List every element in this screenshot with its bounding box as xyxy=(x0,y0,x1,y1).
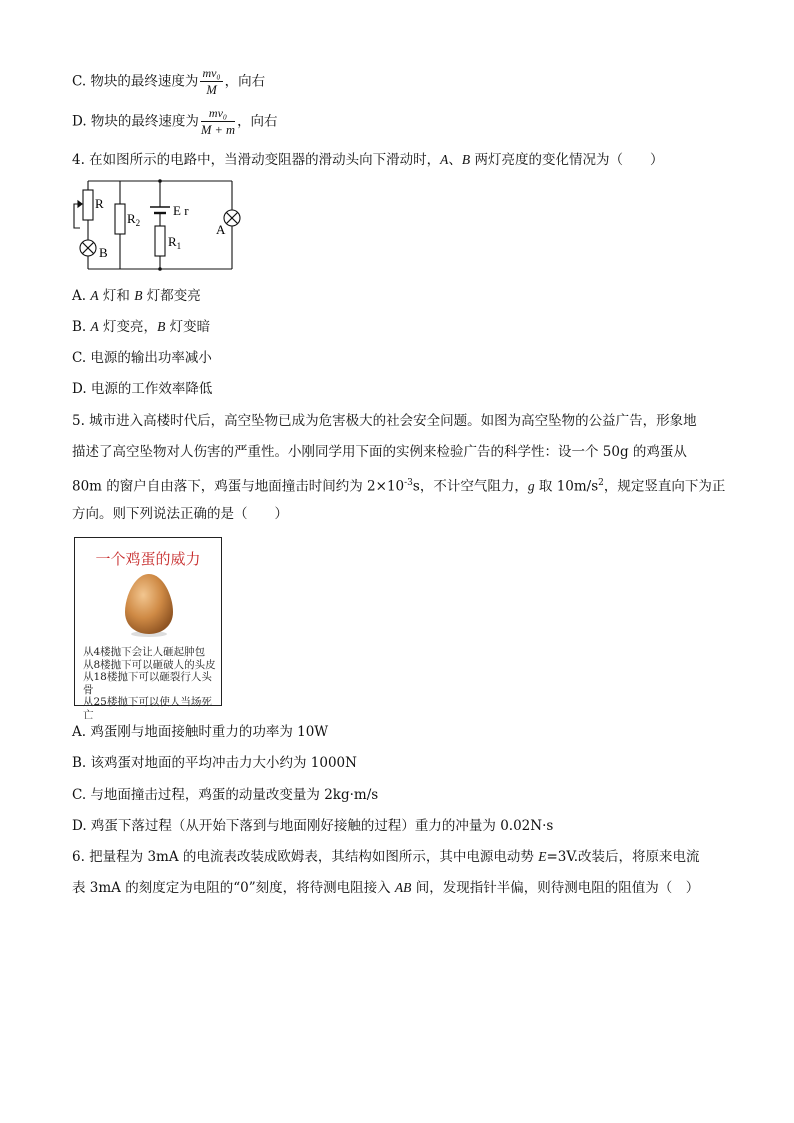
circuit-diagram xyxy=(72,176,252,276)
q4-stem: 4. 在如图所示的电路中，当滑动变阻器的滑动头向下滑动时，A、B 两灯亮度的变化情况为（ ） xyxy=(72,152,664,168)
label-lamp-a: A xyxy=(216,222,226,237)
q5-option-a: A. 鸡蛋刚与地面接触时重力的功率为 10W xyxy=(72,724,329,740)
public-service-ad xyxy=(74,537,222,721)
q4-option-c: C. 电源的输出功率减小 xyxy=(72,350,212,366)
q5-stem-line4: 方向。则下列说法正确的是（ ） xyxy=(72,506,288,522)
label-er: E r xyxy=(173,203,189,218)
junction-dot xyxy=(158,179,162,183)
q5-stem-line2: 描述了高空坠物对人伤害的严重性。小刚同学用下面的实例来检验广告的科学性：设一个 50g 的鸡蛋从 xyxy=(72,444,687,460)
q6-stem-line2: 表 3mA 的刻度定为电阻的“0”刻度，将待测电阻接入 AB 间，发现指针半偏，则待测电阻的阻值为（ ） xyxy=(72,880,700,896)
egg-icon xyxy=(123,572,175,638)
fraction: $\frac{\text{mv₀}}{M + m}$ xyxy=(200,106,236,137)
q5-stem-line1: 5. 城市进入高楼时代后，高空坠物已成为危害极大的社会安全问题。如图为高空坠物的公益广告，形象地 xyxy=(72,413,697,429)
label-r1: $R_1$ xyxy=(168,234,182,251)
q3-option-c: C. 物块的最终速度为 $\frac{\text{mv₀}}{M}$ ，向右 xyxy=(72,66,266,97)
q6-stem-line1: 6. 把量程为 3mA 的电流表改装成欧姆表，其结构如图所示，其中电源电动势 E=3V.改装后，将原来电流 xyxy=(72,849,700,865)
q5-stem-line3: 80m 的窗户自由落下，鸡蛋与地面撞击时间约为 $2\times 10^{-3}s$，不计空气阻力，g 取 $10m/s^2$，规定竖直向下为正 xyxy=(72,478,726,495)
ad-title: 一个鸡蛋的威力 xyxy=(95,550,201,568)
q5-option-b: B. 该鸡蛋对地面的平均冲击力大小约为 1000N xyxy=(72,755,357,771)
ad-text: 从4楼抛下会让人砸起肿包 从8楼抛下可以砸破人的头皮 从18楼抛下可以砸裂行人头骨 从25楼抛下可以使人当场死亡 xyxy=(83,646,216,721)
fraction: $\frac{\text{mv₀}}{M}$ xyxy=(202,66,221,97)
label-r2: $R_2$ xyxy=(127,211,141,228)
q4-option-d: D. 电源的工作效率降低 xyxy=(72,381,213,397)
q5-option-d: D. 鸡蛋下落过程（从开始下落到与地面刚好接触的过程）重力的冲量为 0.02N·s xyxy=(72,818,554,834)
label-r: R xyxy=(95,196,104,211)
label-lamp-b: B xyxy=(99,245,108,260)
q3-option-d: D. 物块的最终速度为 $\frac{\text{mv₀}}{M + m}$ ，向右 xyxy=(72,106,278,137)
junction-dot xyxy=(158,267,162,271)
q5-option-c: C. 与地面撞击过程，鸡蛋的动量改变量为 2kg·m/s xyxy=(72,787,379,803)
q4-option-b: B. A 灯变亮，B 灯变暗 xyxy=(72,319,211,335)
q4-option-a: A. A 灯和 B 灯都变亮 xyxy=(72,288,201,304)
